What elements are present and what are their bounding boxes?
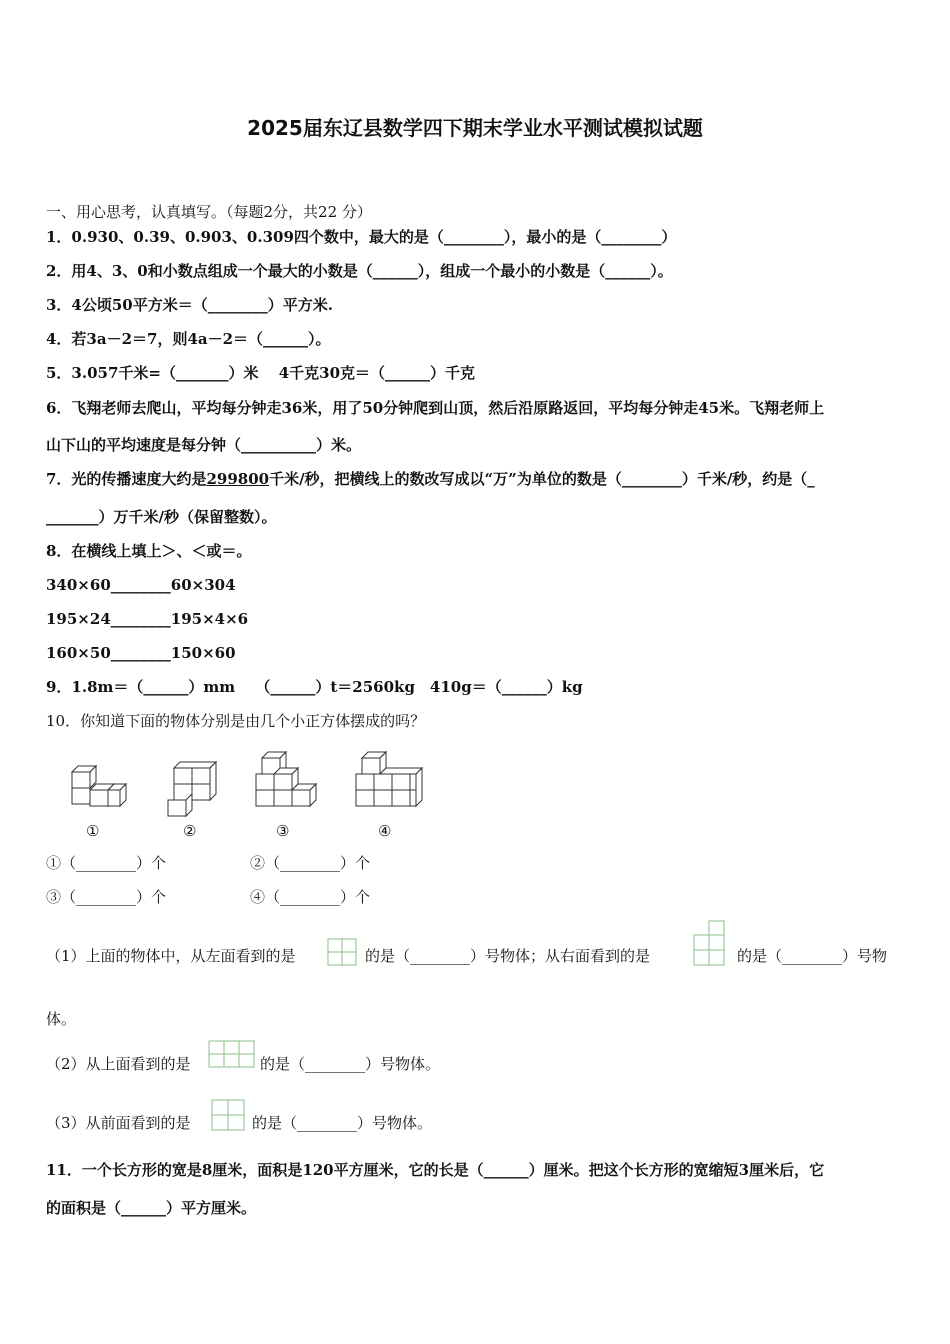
- q10-sub1-text-d: 体。: [46, 1010, 77, 1028]
- shape-label-4: ④: [378, 822, 392, 840]
- question-4: 4．若3a－2＝7，则4a－2＝（______）。: [46, 330, 331, 348]
- cube-figure-4: [352, 750, 424, 820]
- page-title: 2025届东辽县数学四下期末学业水平测试模拟试题: [247, 116, 703, 140]
- q10-sub1-text-c: 的是（________）号物: [737, 947, 888, 965]
- view-grid-top: [208, 1040, 256, 1074]
- question-11-line-1: 11．一个长方形的宽是8厘米，面积是120平方厘米，它的长是（______）厘米。把这个长方形的宽缩短3厘米后，它: [46, 1161, 825, 1179]
- question-6-line-2: 山下山的平均速度是每分钟（__________）米。: [46, 436, 362, 454]
- question-5: 5．3.057千米=（_______）米 4千克30克＝（______）千克: [46, 364, 476, 382]
- question-8: 8．在横线上填上＞、＜或＝。: [46, 542, 252, 560]
- shape-label-3: ③: [276, 822, 290, 840]
- question-7-line-1: [46, 469, 815, 489]
- shape-label-1: ①: [86, 822, 100, 840]
- question-6-line-1: 6．飞翔老师去爬山，平均每分钟走36米，用了50分钟爬到山顶，然后沿原路返回，平均每分钟走45米。飞翔老师上: [46, 399, 825, 417]
- view-grid-front: [211, 1099, 245, 1135]
- question-9: 9．1.8m＝（______）mm （______）t＝2560kg 410g＝（______）kg: [46, 678, 583, 696]
- question-11-line-2: 的面积是（______）平方厘米。: [46, 1199, 257, 1217]
- q10-sub1-text-b: 的是（________）号物体；从右面看到的是: [365, 947, 651, 965]
- view-grid-right-drawing: [692, 920, 726, 966]
- q10-sub2-text-a: （2）从上面看到的是: [46, 1055, 191, 1073]
- cube-figure-2: [162, 760, 222, 820]
- question-3: 3．4公顷50平方米＝（________）平方米.: [46, 296, 333, 314]
- answer-shape-1: ①（________）个: [46, 854, 167, 872]
- answer-shape-4: ④（________）个: [250, 888, 371, 906]
- question-8-b: 195×24________195×4×6: [46, 610, 249, 628]
- q7-suffix: 千米/秒，把横线上的数改写成以“万”为单位的数是（________）千米/秒，约是（_: [269, 470, 815, 488]
- view-grid-top-drawing: [208, 1040, 256, 1070]
- q7-prefix: 7．光的传播速度大约是: [46, 470, 207, 488]
- question-10: 10．你知道下面的物体分别是由几个小正方体摆成的吗？: [46, 712, 426, 730]
- q10-sub3-text-a: （3）从前面看到的是: [46, 1114, 191, 1132]
- q7-underlined-number: 299800: [206, 470, 270, 488]
- cube-figure-3: [252, 750, 318, 820]
- question-7-line-2: _______）万千米/秒（保留整数）。: [46, 508, 277, 526]
- question-8-c: 160×50________150×60: [46, 644, 236, 662]
- q10-sub1-text-a: （1）上面的物体中，从左面看到的是: [46, 947, 296, 965]
- question-2: 2．用4、3、0和小数点组成一个最大的小数是（______），组成一个最小的小数是（______）。: [46, 262, 673, 280]
- shape-label-2: ②: [183, 822, 197, 840]
- question-1: 1．0.930、0.39、0.903、0.309四个数中，最大的是（________），最小的是（________）: [46, 228, 677, 246]
- section-heading: 一、用心思考，认真填写。（每题2分，共22 分）: [46, 203, 372, 221]
- cube-figure-2-drawing: [162, 760, 222, 820]
- q10-sub2-text-b: 的是（________）号物体。: [260, 1055, 441, 1073]
- question-8-a: 340×60________60×304: [46, 576, 236, 594]
- cube-figure-3-drawing: [252, 750, 318, 820]
- view-grid-front-drawing: [211, 1099, 245, 1131]
- cube-figure-4-drawing: [352, 750, 424, 820]
- answer-shape-3: ③（________）个: [46, 888, 167, 906]
- cube-figure-1-drawing: [62, 760, 128, 820]
- answer-shape-2: ②（________）个: [250, 854, 371, 872]
- view-grid-right: [692, 920, 726, 970]
- view-grid-2x2: [327, 938, 357, 970]
- cube-figure-1: [62, 760, 128, 820]
- view-grid-2x2-drawing: [327, 938, 357, 966]
- q10-sub3-text-b: 的是（________）号物体。: [252, 1114, 433, 1132]
